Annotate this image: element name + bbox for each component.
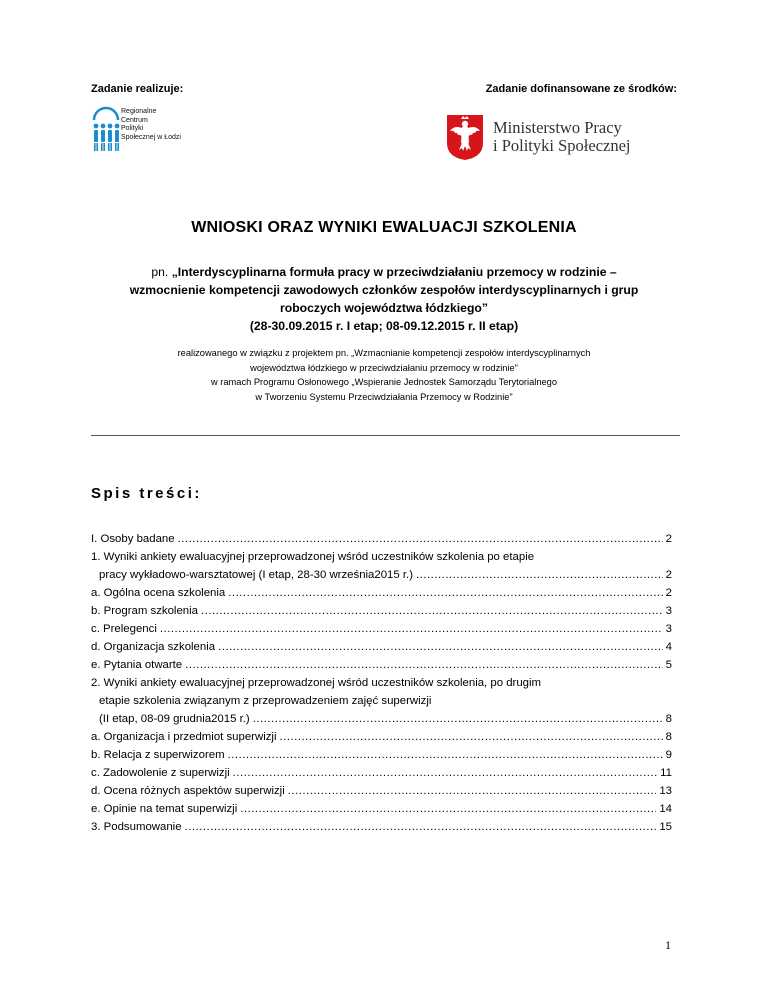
toc-entry[interactable]: b. Relacja z superwizorem ..... 9 [91,746,672,764]
ministry-logo [445,113,675,163]
toc-entry[interactable]: d. Organizacja szkolenia ..... 4 [91,638,672,656]
toc-entry[interactable]: b. Program szkolenia ..... 3 [91,602,672,620]
toc-entry-continuation[interactable]: etapie szkolenia związanym z przeprowadzeniem zajęć superwizji [99,695,432,707]
horizontal-divider [91,435,680,436]
toc-entry[interactable]: 3. Podsumowanie ..... 15 [91,818,672,836]
toc-entry[interactable]: 2. Wyniki ankiety ewaluacyjnej przeprowadzonej wśród uczestników szkolenia, po drugim [91,677,542,689]
implementer-label: Zadanie realizuje: [91,83,184,95]
funder-label: Zadanie dofinansowane ze środków: [485,83,677,95]
toc-entry-continuation[interactable]: (II etap, 08-09 grudnia2015 r.) ..... 8 [91,710,672,728]
toc-entry[interactable]: e. Pytania otwarte ..... 5 [91,656,672,674]
toc-entry[interactable]: 1. Wyniki ankiety ewaluacyjnej przeprowadzonej wśród uczestników szkolenia po etapie [91,551,535,563]
toc-entry[interactable]: c. Zadowolenie z superwizji ..... 11 [91,764,672,782]
table-of-contents [91,530,672,836]
rcps-logo [91,106,241,158]
toc-entry[interactable]: a. Ogólna ocena szkolenia ..... 2 [91,584,672,602]
page-number: 1 [665,938,671,952]
toc-entry[interactable]: a. Organizacja i przedmiot superwizji ..... 8 [91,728,672,746]
toc-entry[interactable]: d. Ocena różnych aspektów superwizji ..... 13 [91,782,672,800]
polish-eagle-emblem-icon [445,113,485,161]
rcps-logo-text: Regionalne Centrum Polityki Społecznej w Łodzi [121,108,181,141]
toc-entry[interactable]: c. Prelegenci ..... 3 [91,620,672,638]
toc-heading: Spis treści: [91,485,202,502]
rcps-people-logo-icon [91,106,121,156]
training-name: pn. „Interdyscyplinarna formuła pracy w przeciwdziałaniu przemocy w rodzinie – wzmocnienie kompetencji zawodowych członków zespołów interdyscyplinarnych i grup roboczych województwa łódzkiego” (28-30.09.2015 r. I etap; 08-09.12.2015 r. II etap) [129,265,639,333]
toc-entry-continuation[interactable]: pracy wykładowo-warsztatowej (I etap, 28-30 września2015 r.) ..... 2 [91,566,672,584]
toc-entry[interactable]: e. Opinie na temat superwizji ..... 14 [91,800,672,818]
toc-entry[interactable]: I. Osoby badane ..... 2 [91,530,672,548]
ministry-logo-text: Ministerstwo Pracy i Polityki Społecznej [493,118,631,155]
document-title: WNIOSKI ORAZ WYNIKI EWALUACJI SZKOLENIA [191,219,577,236]
project-description: realizowanego w związku z projektem pn. „Wzmacnianie kompetencji zespołów interdyscyplinarnych województwa łódzkiego w przeciwdziałaniu przemocy w rodzinie” w ramach Programu Osłonowego „Wspieranie Jednostek Samorządu Terytorialnego w Tworzeniu Systemu Przeciwdziałania Przemocy w Rodzinie” [177,348,591,402]
